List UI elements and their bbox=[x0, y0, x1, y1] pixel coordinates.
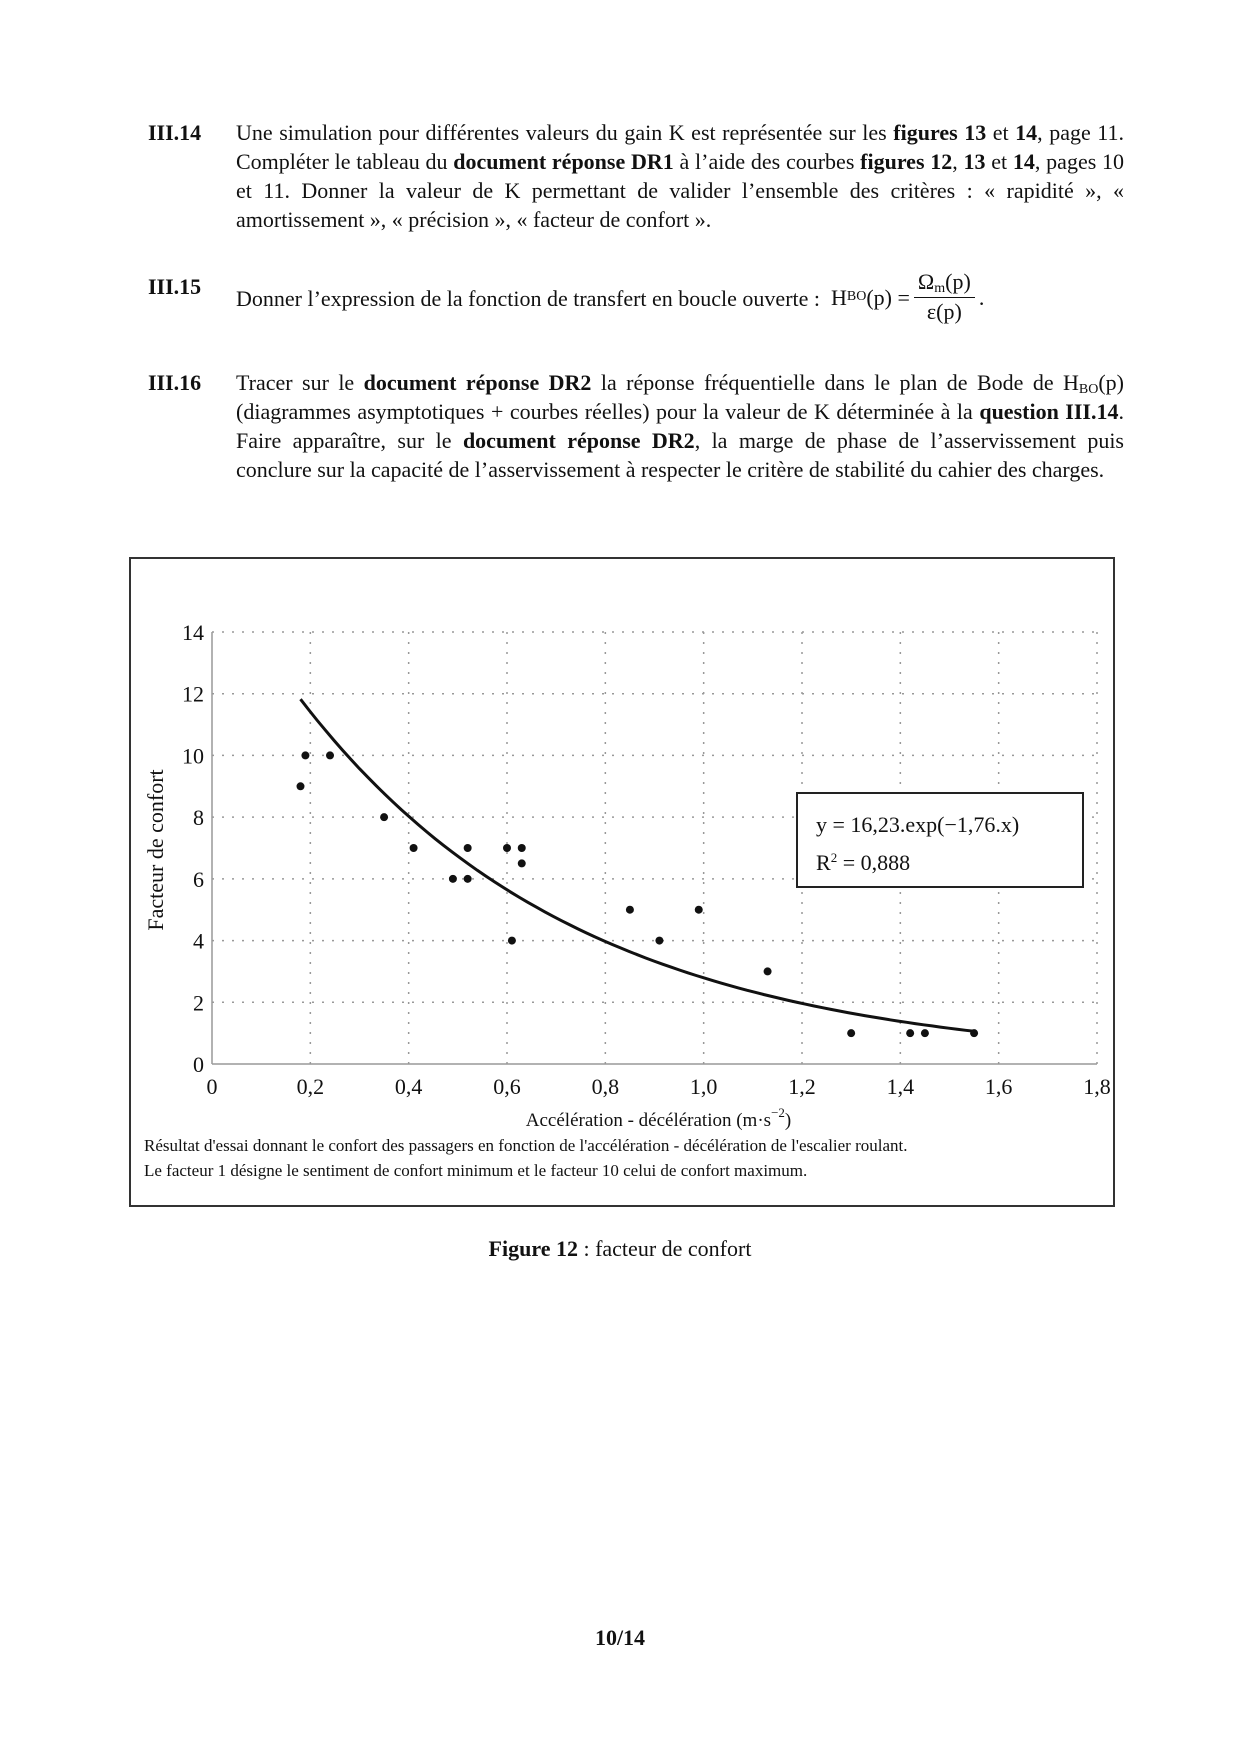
figure-note bbox=[144, 1133, 1104, 1183]
formula-lhs: H bbox=[831, 284, 847, 310]
figure-title-text: : facteur de confort bbox=[577, 1236, 752, 1261]
text-run: , bbox=[952, 149, 964, 174]
data-point bbox=[970, 1029, 978, 1037]
x-tick-label: 0,6 bbox=[493, 1074, 521, 1099]
data-point bbox=[921, 1029, 929, 1037]
x-tick-label: 1,0 bbox=[689, 1074, 718, 1099]
x-tick-label: 1,4 bbox=[886, 1074, 915, 1099]
x-tick-label: 1,6 bbox=[984, 1074, 1013, 1099]
y-tick-label: 10 bbox=[182, 743, 204, 769]
data-point bbox=[847, 1029, 855, 1037]
bold-text: question III.14 bbox=[979, 399, 1119, 424]
subscript-text: BO bbox=[1078, 382, 1099, 397]
figure-title bbox=[0, 1236, 1240, 1262]
formula-num-arg: (p) bbox=[945, 269, 971, 294]
text-run: (p) (diagrammes asymptotiques + courbes réelles) pour la valeur de K déterminée à la bbox=[236, 370, 1124, 424]
y-tick-label: 6 bbox=[193, 866, 204, 892]
figure-note-line: Le facteur 1 désigne le sentiment de confort minimum et le facteur 10 celui de confort maximum. bbox=[144, 1161, 808, 1180]
data-point bbox=[626, 906, 634, 914]
text-run: , la marge de phase de l’asservissement puis conclure sur la capacité de l’asservissement à respecter le critère de stabilité du cahier des charges. bbox=[236, 428, 1124, 482]
text-run: la réponse fréquentielle dans le plan de Bode de H bbox=[591, 370, 1079, 395]
y-tick-label: 0 bbox=[193, 1052, 204, 1077]
data-point bbox=[380, 813, 388, 821]
text-run: Une simulation pour différentes valeurs du gain K est représentée sur les bbox=[236, 120, 894, 145]
text-run: . Faire apparaître, sur le bbox=[236, 399, 1124, 453]
data-point bbox=[297, 782, 305, 790]
y-axis-label: Facteur de confort bbox=[143, 769, 168, 931]
x-tick-label: 0,4 bbox=[394, 1074, 423, 1099]
x-tick-label: 0 bbox=[206, 1074, 218, 1099]
formula-denominator: ε(p) bbox=[926, 299, 962, 324]
data-point bbox=[508, 937, 516, 945]
question-sentence: Donner l’expression de la fonction de transfert en boucle ouverte : bbox=[236, 286, 821, 312]
transfer-function-formula: H BO (p) = $\frac{\Omega_m(p)}{\varepsilon(p)}$ . bbox=[831, 269, 985, 324]
bold-text: document réponse DR2 bbox=[462, 428, 695, 453]
y-tick-label: 14 bbox=[182, 620, 204, 645]
bold-text: 13 bbox=[963, 149, 986, 174]
text-run: et bbox=[986, 120, 1016, 145]
regression-equation-box bbox=[796, 792, 1084, 888]
formula-num-symbol: Ω bbox=[917, 269, 935, 294]
data-point bbox=[464, 844, 472, 852]
data-point bbox=[410, 844, 418, 852]
x-tick-label: 1,8 bbox=[1083, 1074, 1111, 1099]
bold-text: document réponse DR2 bbox=[363, 370, 592, 395]
r-squared-label: R bbox=[816, 850, 831, 875]
data-point bbox=[503, 844, 511, 852]
data-point bbox=[906, 1029, 914, 1037]
data-point bbox=[449, 875, 457, 883]
y-tick-label: 12 bbox=[182, 681, 204, 707]
data-point bbox=[464, 875, 472, 883]
question-number: III.14 bbox=[148, 120, 202, 145]
x-tick-label: 0,8 bbox=[591, 1074, 620, 1099]
y-tick-label: 8 bbox=[193, 805, 204, 831]
regression-equation: y = 16,23.exp(−1,76.x) bbox=[816, 812, 1020, 837]
x-tick-label: 1,2 bbox=[788, 1074, 816, 1099]
question-number: III.16 bbox=[148, 370, 202, 395]
text-run: à l’aide des courbes bbox=[673, 149, 861, 174]
data-point bbox=[764, 967, 772, 975]
data-point bbox=[655, 937, 663, 945]
x-tick-label: 0,2 bbox=[296, 1074, 325, 1099]
data-point bbox=[695, 906, 703, 914]
r-squared bbox=[816, 850, 910, 876]
text-run: , page 11. Compléter le tableau du bbox=[236, 120, 1124, 174]
formula-lhs-arg: (p) = bbox=[866, 284, 910, 310]
formula-end: . bbox=[978, 284, 985, 310]
text-run: , pages 10 et 11. Donner la valeur de K permettant de valider l’ensemble des critères : « rapidité », « amortissement », « précision », « facteur de confort ». bbox=[236, 149, 1125, 232]
text-run: et bbox=[985, 149, 1013, 174]
r-squared-exponent: 2 bbox=[830, 850, 838, 865]
data-point bbox=[518, 859, 526, 867]
bold-text: 14 bbox=[1012, 149, 1035, 174]
r-squared-value: = 0,888 bbox=[837, 850, 911, 875]
figure-note-line: Résultat d'essai donnant le confort des passagers en fonction de l'accélération - décélération de l'escalier roulant. bbox=[144, 1136, 908, 1155]
page-number: 10/14 bbox=[594, 1625, 646, 1650]
x-axis-label: Accélération - décélération $(m\cdot s^{-2})$ bbox=[525, 1105, 792, 1131]
text-run: Tracer sur le bbox=[236, 370, 364, 395]
y-tick-label: 4 bbox=[193, 928, 204, 954]
bold-text: figures 12 bbox=[860, 149, 953, 174]
bold-text: 14 bbox=[1015, 120, 1038, 145]
data-point bbox=[518, 844, 526, 852]
figure-title-label: Figure 12 bbox=[488, 1236, 578, 1261]
bold-text: document réponse DR1 bbox=[453, 149, 674, 174]
bold-text: figures 13 bbox=[893, 120, 987, 145]
y-tick-label: 2 bbox=[193, 990, 204, 1016]
question-number: III.15 bbox=[148, 274, 202, 299]
data-point bbox=[301, 751, 309, 759]
data-point bbox=[326, 751, 334, 759]
formula-num-sub: m bbox=[934, 281, 946, 296]
